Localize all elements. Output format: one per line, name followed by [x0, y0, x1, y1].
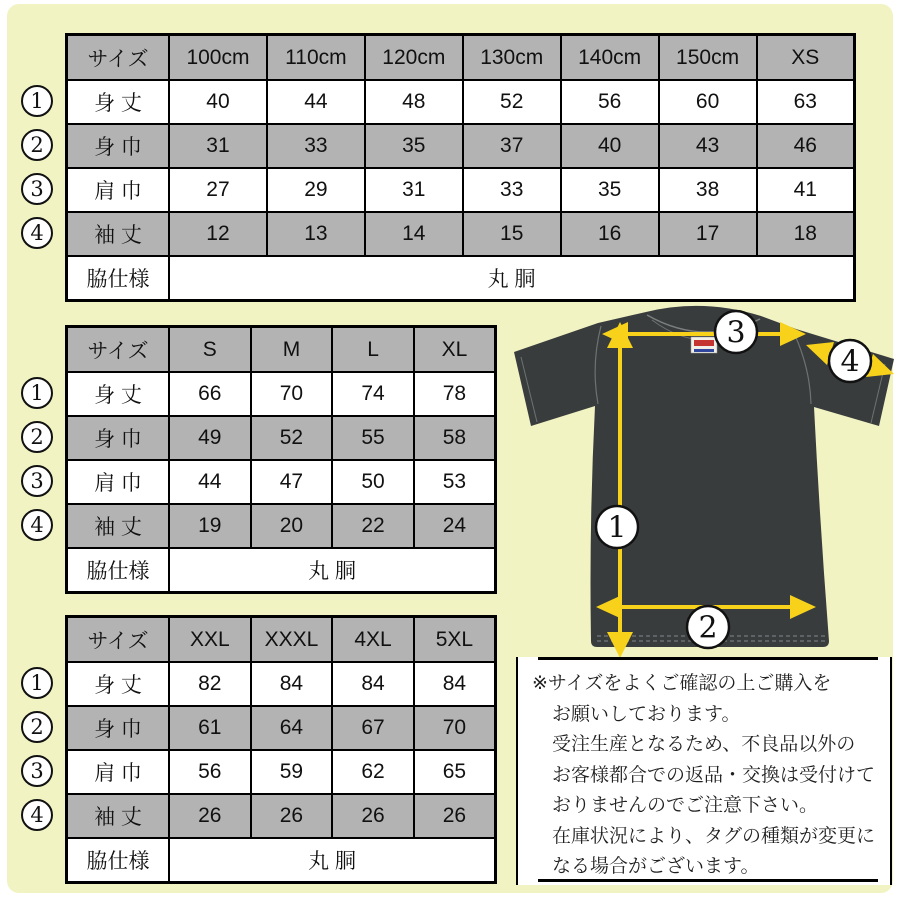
size-value-cell: 63 — [757, 80, 855, 124]
row-marker-1: 1 — [21, 667, 53, 699]
row-marker-4: 4 — [21, 509, 53, 541]
size-value-cell: 27 — [169, 168, 267, 212]
size-value-cell: 38 — [659, 168, 757, 212]
table-row — [67, 168, 855, 212]
size-value-cell: 35 — [561, 168, 659, 212]
size-value-cell: 53 — [414, 460, 496, 504]
size-value-cell: 60 — [659, 80, 757, 124]
size-header-cell: 5XL — [414, 617, 496, 663]
table-row — [67, 460, 496, 504]
disclaimer-line: おりませんのでご注意下さい。 — [552, 795, 819, 816]
size-value-cell: 37 — [463, 124, 561, 168]
size-value-cell: 16 — [561, 212, 659, 256]
table-row — [67, 504, 496, 548]
footer-label: 脇仕様 — [67, 256, 170, 301]
size-value-cell: 14 — [365, 212, 463, 256]
size-value-cell: 19 — [169, 504, 251, 548]
size-header-cell: XXXL — [251, 617, 333, 663]
row-marker-4: 4 — [21, 217, 53, 249]
row-marker-2: 2 — [21, 711, 53, 743]
size-value-cell: 20 — [251, 504, 333, 548]
size-table-kids — [19, 33, 859, 298]
row-label: 袖 丈 — [67, 212, 170, 256]
size-value-cell: 56 — [169, 750, 251, 794]
row-label: 肩 巾 — [67, 168, 170, 212]
size-value-cell: 31 — [365, 168, 463, 212]
size-header-cell: 150cm — [659, 35, 757, 81]
size-value-cell: 26 — [251, 794, 333, 838]
diagram-marker-3 — [715, 311, 757, 353]
row-marker-3: 3 — [21, 465, 53, 497]
size-table — [65, 33, 856, 302]
row-label: 肩 巾 — [67, 460, 170, 504]
table-footer-row — [67, 256, 855, 301]
size-header-cell: XL — [414, 327, 496, 373]
size-value-cell: 70 — [251, 372, 333, 416]
size-value-cell: 52 — [251, 416, 333, 460]
size-value-cell: 74 — [332, 372, 414, 416]
table-row — [67, 662, 496, 706]
row-label: 袖 丈 — [67, 794, 170, 838]
row-marker-2: 2 — [21, 129, 53, 161]
row-marker-1: 1 — [21, 377, 53, 409]
size-header-cell: S — [169, 327, 251, 373]
size-value-cell: 55 — [332, 416, 414, 460]
row-label: 身 丈 — [67, 372, 170, 416]
size-value-cell: 84 — [332, 662, 414, 706]
size-value-cell: 65 — [414, 750, 496, 794]
purchase-note-box — [516, 657, 892, 885]
row-marker-4: 4 — [21, 799, 53, 831]
size-header-cell: XS — [757, 35, 855, 81]
table-row — [67, 706, 496, 750]
size-header-cell: XXL — [169, 617, 251, 663]
size-header-cell: 4XL — [332, 617, 414, 663]
row-marker-3: 3 — [21, 173, 53, 205]
size-value-cell: 40 — [561, 124, 659, 168]
footer-label: 脇仕様 — [67, 838, 170, 883]
size-header-cell: 120cm — [365, 35, 463, 81]
size-value-cell: 13 — [267, 212, 365, 256]
size-value-cell: 33 — [463, 168, 561, 212]
table-row — [67, 212, 855, 256]
size-value-cell: 29 — [267, 168, 365, 212]
size-header-cell: 130cm — [463, 35, 561, 81]
size-value-cell: 66 — [169, 372, 251, 416]
collar-tag — [691, 337, 717, 353]
diagram-marker-2 — [687, 606, 729, 648]
row-markers — [19, 615, 65, 880]
row-markers — [19, 325, 65, 590]
size-column-title: サイズ — [67, 327, 170, 373]
size-value-cell: 18 — [757, 212, 855, 256]
size-value-cell: 43 — [659, 124, 757, 168]
row-label: 身 丈 — [67, 662, 170, 706]
disclaimer-line: お客様都合での返品・交換は受付けて — [552, 764, 876, 786]
size-table-adult — [19, 325, 499, 590]
size-value-cell: 84 — [251, 662, 333, 706]
size-value-cell: 44 — [267, 80, 365, 124]
size-value-cell: 12 — [169, 212, 267, 256]
size-value-cell: 52 — [463, 80, 561, 124]
size-value-cell: 35 — [365, 124, 463, 168]
row-marker-3: 3 — [21, 755, 53, 787]
size-value-cell: 82 — [169, 662, 251, 706]
table-row — [67, 750, 496, 794]
size-value-cell: 56 — [561, 80, 659, 124]
disclaimer-line: ※サイズをよくご確認の上ご購入を — [532, 673, 832, 694]
row-label: 身 巾 — [67, 124, 170, 168]
svg-text:1: 1 — [607, 510, 627, 546]
size-value-cell: 84 — [414, 662, 496, 706]
svg-text:2: 2 — [698, 610, 718, 646]
table-footer-row — [67, 838, 496, 883]
size-value-cell: 33 — [267, 124, 365, 168]
size-value-cell: 40 — [169, 80, 267, 124]
footer-value: 丸 胴 — [169, 256, 855, 301]
table-row — [67, 372, 496, 416]
size-header-cell: 140cm — [561, 35, 659, 81]
disclaimer-line: お願いしております。 — [552, 703, 741, 725]
footer-label: 脇仕様 — [67, 548, 170, 593]
row-marker-2: 2 — [21, 421, 53, 453]
size-value-cell: 31 — [169, 124, 267, 168]
disclaimer-lines — [532, 669, 886, 883]
table-footer-row — [67, 548, 496, 593]
size-value-cell: 24 — [414, 504, 496, 548]
size-value-cell: 62 — [332, 750, 414, 794]
size-value-cell: 70 — [414, 706, 496, 750]
diagram-marker-1 — [596, 506, 638, 548]
size-value-cell: 47 — [251, 460, 333, 504]
size-value-cell: 26 — [332, 794, 414, 838]
diagram-marker-4 — [829, 340, 871, 382]
size-value-cell: 48 — [365, 80, 463, 124]
row-label: 肩 巾 — [67, 750, 170, 794]
size-value-cell: 59 — [251, 750, 333, 794]
size-value-cell: 67 — [332, 706, 414, 750]
table-row — [67, 794, 496, 838]
size-column-title: サイズ — [67, 35, 170, 81]
size-header-cell: L — [332, 327, 414, 373]
size-value-cell: 64 — [251, 706, 333, 750]
size-header-cell: 100cm — [169, 35, 267, 81]
row-marker-1: 1 — [21, 85, 53, 117]
size-value-cell: 44 — [169, 460, 251, 504]
size-table — [65, 615, 497, 884]
size-table — [65, 325, 497, 594]
row-label: 身 巾 — [67, 416, 170, 460]
footer-value: 丸 胴 — [169, 838, 496, 883]
size-header-cell: 110cm — [267, 35, 365, 81]
size-value-cell: 78 — [414, 372, 496, 416]
size-header-cell: M — [251, 327, 333, 373]
size-value-cell: 49 — [169, 416, 251, 460]
table-row — [67, 124, 855, 168]
size-value-cell: 61 — [169, 706, 251, 750]
size-value-cell: 17 — [659, 212, 757, 256]
size-value-cell: 26 — [169, 794, 251, 838]
row-markers — [19, 33, 65, 298]
size-value-cell: 22 — [332, 504, 414, 548]
size-value-cell: 15 — [463, 212, 561, 256]
note-box-top-rule — [538, 657, 878, 660]
size-value-cell: 58 — [414, 416, 496, 460]
row-label: 身 丈 — [67, 80, 170, 124]
row-label: 身 巾 — [67, 706, 170, 750]
disclaimer-line: なる場合がございます。 — [552, 856, 760, 877]
tshirt-measurement-diagram — [505, 295, 900, 670]
disclaimer-line: 在庫状況により、タグの種類が変更に — [552, 825, 876, 847]
footer-value: 丸 胴 — [169, 548, 496, 593]
size-value-cell: 41 — [757, 168, 855, 212]
table-row — [67, 80, 855, 124]
disclaimer-line: 受注生産となるため、不良品以外の — [552, 734, 856, 755]
size-table-big — [19, 615, 499, 880]
size-value-cell: 46 — [757, 124, 855, 168]
svg-text:4: 4 — [840, 344, 860, 380]
row-label: 袖 丈 — [67, 504, 170, 548]
svg-text:3: 3 — [726, 315, 746, 351]
size-value-cell: 50 — [332, 460, 414, 504]
size-value-cell: 26 — [414, 794, 496, 838]
table-row — [67, 416, 496, 460]
size-column-title: サイズ — [67, 617, 170, 663]
